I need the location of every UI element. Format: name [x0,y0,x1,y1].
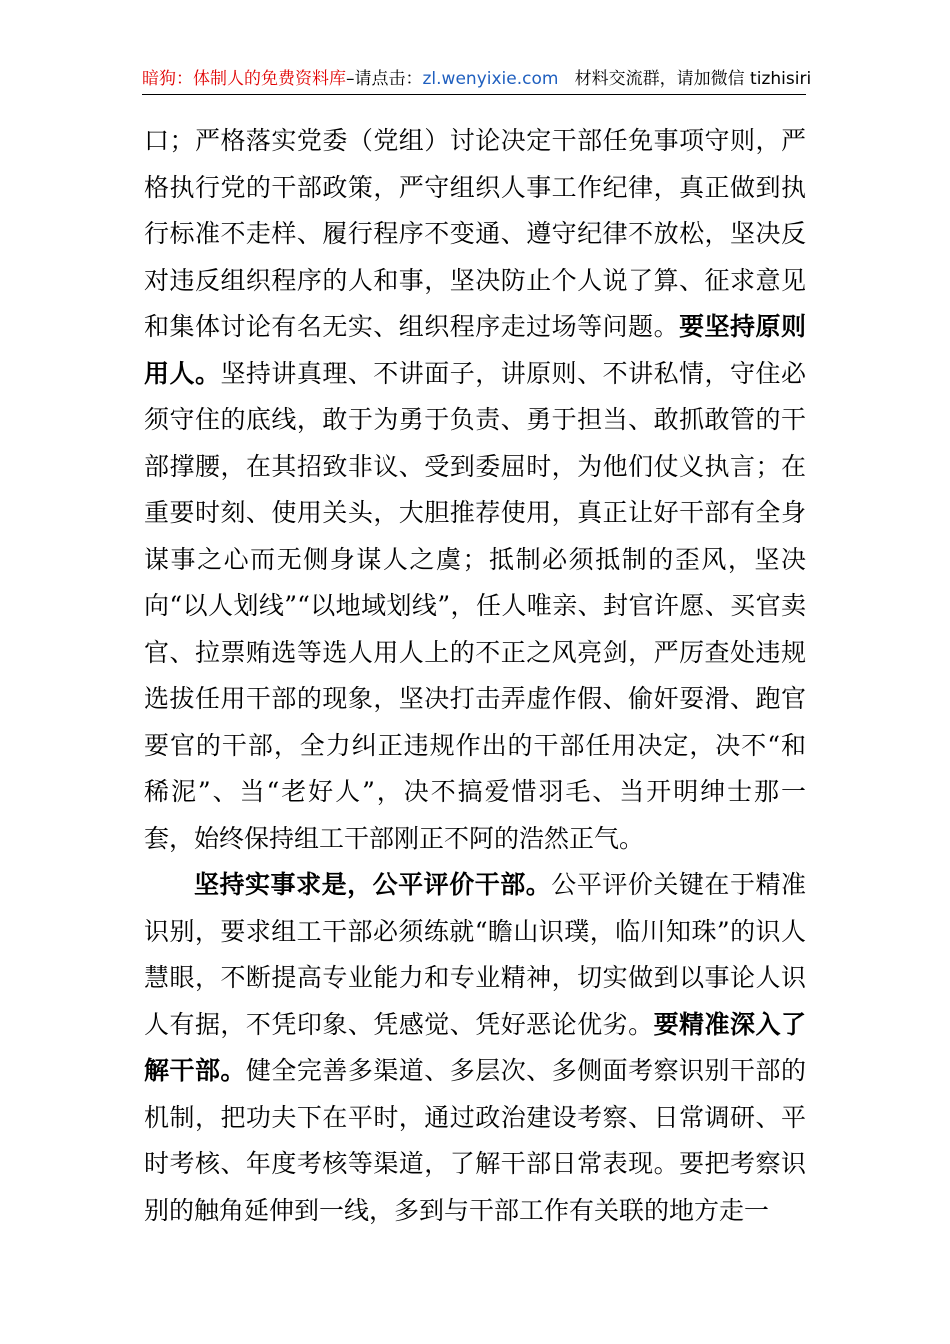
header-contact [558,69,811,89]
paragraph-2-subheading: 要精准深入了解干部。 [144,1009,806,1085]
header-url-link[interactable]: zl.wenyixie.com [422,69,559,89]
paragraph-2-text-a: 公平评价关键在于精准识别，要求组工干部必须练就“瞻山识璞，临川知珠”的识人慧眼，不断提高专业能力和专业精神，切实做到以事论人识人有据，不凭印象、凭感觉、凭好恶论优劣。 [144,870,806,1039]
paragraph-1-text-a: 口；严格落实党委（党组）讨论决定干部任免事项守则，严格执行党的干部政策，严守组织人事工作纪律，真正做到执行标准不走样、履行程序不变通、遵守纪律不放松，坚决反对违反组织程序的人和事，坚决防止个人说了算、征求意见和集体讨论有名无实、组织程序走过场等问题。 [144,126,806,341]
paragraph-1 [144,118,806,862]
header-contact-text: 材料交流群，请加微信 tizhisiri [574,69,812,89]
document-body [144,118,806,1234]
header-brand: 暗狗：体制人的免费资料库 [142,69,346,89]
page-header [142,64,812,95]
header-click-text: –请点击： [346,69,423,89]
paragraph-2 [144,862,806,1234]
paragraph-1-text-b: 坚持讲真理、不讲面子，讲原则、不讲私情，守住必须守住的底线，敢于为勇于负责、勇于担当、敢抓敢管的干部撑腰，在其招致非议、受到委屈时，为他们仗义执言；在重要时刻、使用关头，大胆推荐使用，真正让好干部有全身谋事之心而无侧身谋人之虞；抵制必须抵制的歪风，坚决向“以人划线”“以地域划线”，任人唯亲、封官许愿、买官卖官、拉票贿选等选人用人上的不正之风亮剑，严厉查处违规选拔任用干部的现象，坚决打击弄虚作假、偷奸耍滑、跑官要官的干部，全力纠正违规作出的干部任用决定，决不“和稀泥”、当“老好人”，决不搞爱惜羽毛、当开明绅士那一套，始终保持组工干部刚正不阿的浩然正气。 [144,358,806,853]
paragraph-2-heading: 坚持实事求是，公平评价干部。 [194,870,552,899]
paragraph-2-text-b: 健全完善多渠道、多层次、多侧面考察识别干部的机制，把功夫下在平时，通过政治建设考察、日常调研、平时考核、年度考核等渠道，了解干部日常表现。要把考察识别的触角延伸到一线，多到与干部工作有关联的地方走一 [144,1056,806,1225]
paragraph-1-heading: 要坚持原则用人。 [144,312,806,388]
